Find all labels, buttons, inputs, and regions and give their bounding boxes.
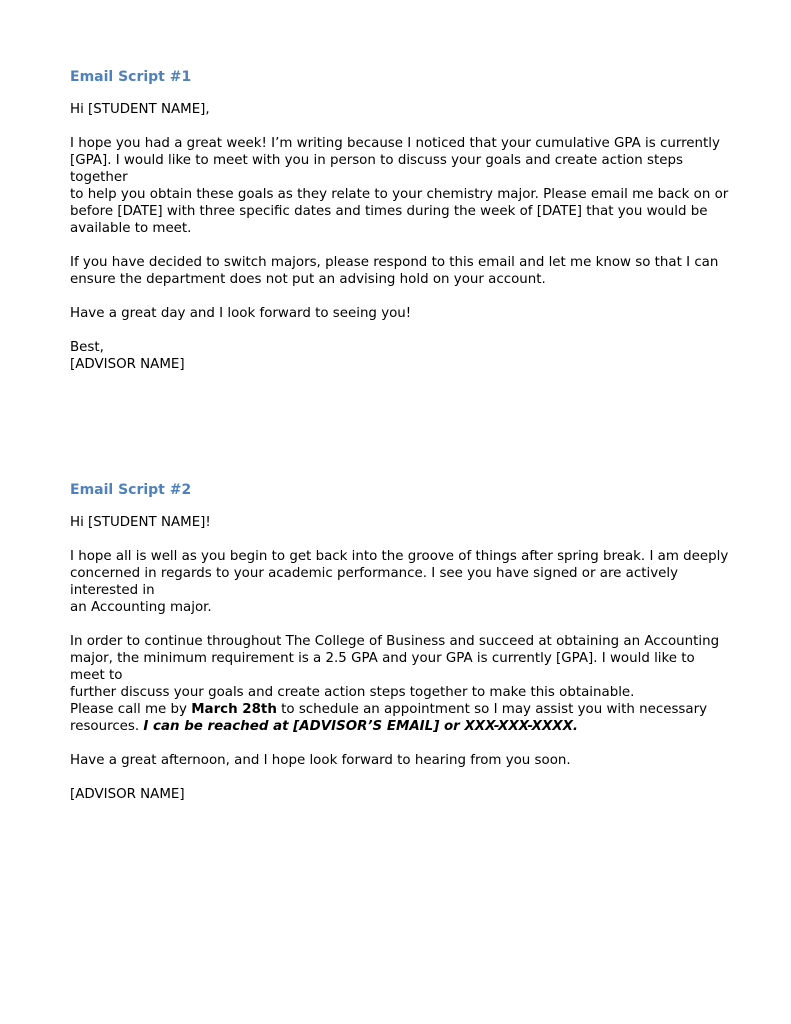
email-script-2-call-date: March 28th	[191, 702, 277, 717]
email-script-2-heading: Email Script #2	[70, 482, 192, 498]
email-script-1-heading: Email Script #1	[70, 69, 192, 85]
email-script-1-greeting: Hi [STUDENT NAME],	[70, 102, 210, 117]
email-script-2-call-suffix: to schedule an appointment so I may assist you with necessary resources.	[70, 702, 708, 734]
email-script-1-signature: [ADVISOR NAME]	[70, 357, 185, 372]
email-script-2-signature: [ADVISOR NAME]	[70, 787, 185, 802]
email-script-2-call-prefix: Please call me by	[70, 702, 192, 717]
email-script-2-paragraph-2: In order to continue throughout The College of Business and succeed at obtaining an Accounting major, the minimum requirement is a 2.5 GPA and your GPA is currently [GPA]. I would like to meet to further discuss your goals and create action steps together to make this obtainable.	[70, 634, 720, 700]
email-script-2-contact-line: I can be reached at [ADVISOR’S EMAIL] or XXX-XXX-XXXX.	[143, 719, 579, 734]
email-script-1-closing-line: Have a great day and I look forward to seeing you!	[70, 306, 412, 321]
email-script-2	[70, 480, 730, 820]
email-script-1-paragraph-1: I hope you had a great week! I’m writing because I noticed that your cumulative GPA is currently [GPA]. I would like to meet with you in person to discuss your goals and create action steps together to help you obtain these goals as they relate to your chemistry major. Please email me back on or before [DATE] with three specific dates and times during the week of [DATE] that you would be available to meet.	[70, 136, 729, 236]
email-script-1-signoff: Best,	[70, 340, 104, 355]
email-script-2-paragraph-1: I hope all is well as you begin to get back into the groove of things after spring break. I am deeply concerned in regards to your academic performance. I see you have signed or are actively interested in an Accounting major.	[70, 549, 729, 615]
email-script-1	[70, 67, 730, 390]
email-script-2-call-paragraph	[70, 701, 730, 735]
email-script-2-closing-line: Have a great afternoon, and I hope look forward to hearing from you soon.	[70, 753, 571, 768]
email-script-2-greeting: Hi [STUDENT NAME]!	[70, 515, 211, 530]
email-script-1-paragraph-2: If you have decided to switch majors, please respond to this email and let me know so that I can ensure the department does not put an advising hold on your account.	[70, 255, 719, 287]
